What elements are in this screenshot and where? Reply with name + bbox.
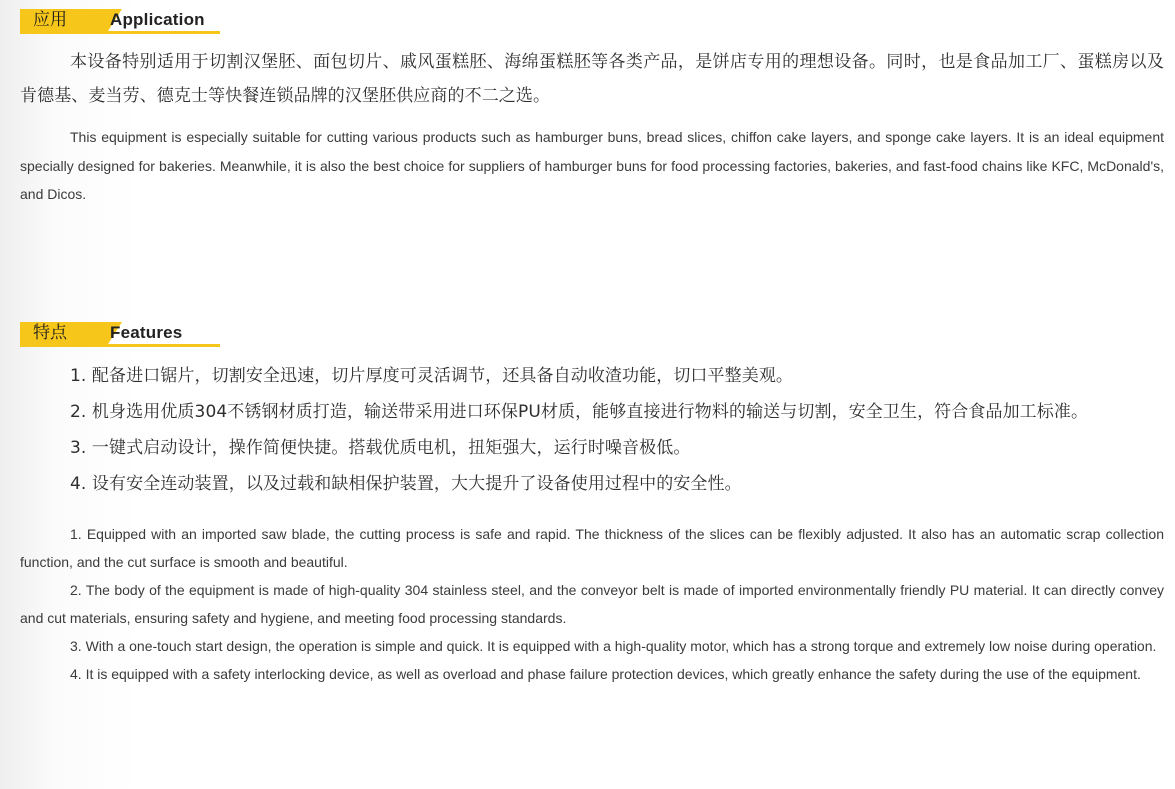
feature-cn-item: 1. 配备进口锯片，切割安全迅速，切片厚度可灵活调节，还具备自动收渣功能，切口平整美观。 bbox=[70, 366, 794, 386]
features-cn-list bbox=[20, 358, 1164, 502]
heading-underline bbox=[20, 344, 220, 347]
application-heading bbox=[20, 9, 225, 36]
application-heading-en: Application bbox=[110, 10, 205, 29]
features-en-list bbox=[20, 520, 1164, 688]
features-heading-cn: 特点 bbox=[33, 323, 67, 343]
feature-cn-item: 4. 设有安全连动装置，以及过载和缺相保护装置，大大提升了设备使用过程中的安全性。 bbox=[70, 474, 742, 494]
features-section bbox=[20, 322, 1164, 688]
application-cn-paragraph: 本设备特别适用于切割汉堡胚、面包切片、戚风蛋糕胚、海绵蛋糕胚等各类产品，是饼店专用的理想设备。同时，也是食品加工厂、蛋糕房以及肯德基、麦当劳、德克士等快餐连锁品牌的汉堡胚供应商的不二之选。 bbox=[20, 52, 1164, 106]
features-heading-en: Features bbox=[110, 323, 183, 342]
feature-en-item: 1. Equipped with an imported saw blade, the cutting process is safe and rapid. The thickness of the slices can be flexibly adjusted. It also has an automatic scrap collection function, and the cut surface is smooth and beautiful. bbox=[20, 526, 1164, 570]
features-heading bbox=[20, 322, 225, 349]
feature-en-item: 4. It is equipped with a safety interlocking device, as well as overload and phase failure protection devices, which greatly enhance the safety during the use of the equipment. bbox=[70, 666, 1141, 682]
application-section bbox=[20, 9, 1164, 209]
application-heading-cn: 应用 bbox=[33, 10, 67, 30]
feature-cn-item: 2. 机身选用优质304不锈钢材质打造，输送带采用进口环保PU材质，能够直接进行物料的输送与切割，安全卫生，符合食品加工标准。 bbox=[70, 402, 1089, 422]
feature-en-item: 2. The body of the equipment is made of high-quality 304 stainless steel, and the conveyor belt is made of imported environmentally friendly PU material. It can directly convey and cut materials, ensuring safety and hygiene, and meeting food processing standards. bbox=[20, 582, 1164, 626]
feature-en-item: 3. With a one-touch start design, the operation is simple and quick. It is equipped with a high-quality motor, which has a strong torque and extremely low noise during operation. bbox=[70, 638, 1157, 654]
application-en-paragraph: This equipment is especially suitable for cutting various products such as hamburger buns, bread slices, chiffon cake layers, and sponge cake layers. It is an ideal equipment specially designed for bakeries. Meanwhile, it is also the best choice for suppliers of hamburger buns for food processing factories, bakeries, and fast-food chains like KFC, McDonald's, and Dicos. bbox=[20, 129, 1164, 202]
heading-underline bbox=[20, 31, 220, 34]
feature-cn-item: 3. 一键式启动设计，操作简便快捷。搭载优质电机，扭矩强大，运行时噪音极低。 bbox=[70, 438, 691, 458]
